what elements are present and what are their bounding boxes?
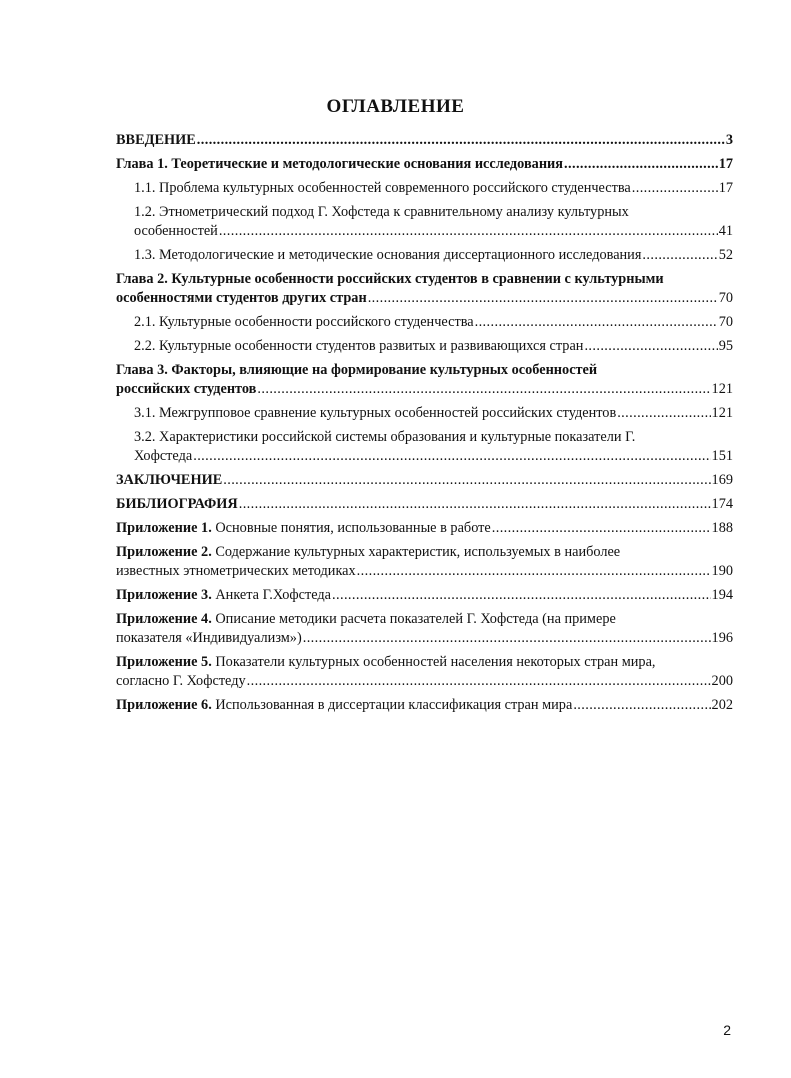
dot-leader bbox=[223, 471, 710, 490]
toc-appendix-prefix: Приложение 1. bbox=[116, 520, 212, 536]
dot-leader bbox=[197, 131, 725, 150]
toc-appendix-prefix: Приложение 6. bbox=[116, 697, 212, 713]
toc-entry-label-line2: показателя «Индивидуализм») bbox=[116, 630, 302, 646]
toc-entry-label-line1: 1.2. Этнометрический подход Г. Хофстеда к сравнительному анализу культурных bbox=[134, 204, 629, 220]
toc-page-number: 17 bbox=[718, 180, 733, 196]
toc-appendix-prefix: Приложение 4. bbox=[116, 611, 212, 627]
toc-page-number: 202 bbox=[711, 697, 733, 713]
toc-page-number: 196 bbox=[711, 630, 733, 646]
page-title: ОГЛАВЛЕНИЕ bbox=[326, 96, 465, 117]
toc-entry-label: 1.1. Проблема культурных особенностей современного российского студенчества bbox=[134, 180, 631, 196]
dot-leader bbox=[239, 495, 711, 514]
toc-entry-chapter-1[interactable] bbox=[116, 155, 733, 174]
toc-page-number: 190 bbox=[711, 563, 733, 579]
toc-page-number: 70 bbox=[718, 314, 733, 330]
toc-entry-label-line1: 3.2. Характеристики российской системы образования и культурные показатели Г. bbox=[134, 429, 636, 445]
dot-leader bbox=[564, 155, 718, 174]
toc-entry-section-3-2[interactable] bbox=[116, 428, 733, 466]
dot-leader bbox=[257, 380, 710, 399]
dot-leader bbox=[584, 337, 717, 356]
dot-leader bbox=[632, 179, 718, 198]
toc-page-number: 174 bbox=[711, 496, 733, 512]
toc-entry-label: БИБЛИОГРАФИЯ bbox=[116, 496, 238, 512]
dot-leader bbox=[492, 519, 711, 538]
toc-page-number: 188 bbox=[711, 520, 733, 536]
dot-leader bbox=[332, 586, 711, 605]
toc-entry-bibliography[interactable] bbox=[116, 495, 733, 514]
toc-entry-appendix-4[interactable] bbox=[116, 610, 733, 648]
toc-entry-appendix-2[interactable] bbox=[116, 543, 733, 581]
toc-entry-label: Анкета Г.Хофстеда bbox=[215, 587, 332, 603]
toc-entry-label: ВВЕДЕНИЕ bbox=[116, 132, 196, 148]
toc-page-number: 52 bbox=[718, 247, 733, 263]
dot-leader bbox=[617, 404, 710, 423]
toc-entry-section-1-3[interactable] bbox=[116, 246, 733, 265]
toc-entry-label-line1: Глава 3. Факторы, влияющие на формирование культурных особенностей bbox=[116, 362, 598, 378]
toc-entry-label-line2: согласно Г. Хофстеду bbox=[116, 673, 246, 689]
toc-appendix-prefix: Приложение 2. bbox=[116, 544, 212, 560]
dot-leader bbox=[247, 672, 711, 691]
toc-entry-label-line2: российских студентов bbox=[116, 381, 257, 397]
toc-entry-section-1-2[interactable] bbox=[116, 203, 733, 241]
toc-entry-introduction[interactable] bbox=[116, 131, 733, 150]
toc-entry-label: 3.1. Межгрупповое сравнение культурных особенностей российских студентов bbox=[134, 405, 617, 421]
toc-entry-label-line1: Содержание культурных характеристик, используемых в наиболее bbox=[215, 544, 621, 560]
dot-leader bbox=[573, 696, 710, 715]
toc-page-number: 3 bbox=[725, 132, 733, 148]
toc-entry-label: Использованная в диссертации классификация стран мира bbox=[215, 697, 573, 713]
toc-page-number: 121 bbox=[711, 405, 733, 421]
toc-entry-chapter-2[interactable] bbox=[116, 270, 733, 308]
dot-leader bbox=[368, 289, 718, 308]
toc-entry-section-2-1[interactable] bbox=[116, 313, 733, 332]
toc-entry-appendix-6[interactable] bbox=[116, 696, 733, 715]
toc-entry-chapter-3[interactable] bbox=[116, 361, 733, 399]
page-number: 2 bbox=[723, 1022, 731, 1038]
toc-entry-section-3-1[interactable] bbox=[116, 404, 733, 423]
dot-leader bbox=[642, 246, 717, 265]
toc-entry-label-line1: Показатели культурных особенностей населения некоторых стран мира, bbox=[215, 654, 656, 670]
toc-page-number: 169 bbox=[711, 472, 733, 488]
toc-entry-section-2-2[interactable] bbox=[116, 337, 733, 356]
toc-page-number: 70 bbox=[718, 290, 733, 306]
toc-page-number: 41 bbox=[718, 223, 733, 239]
toc-appendix-prefix: Приложение 3. bbox=[116, 587, 212, 603]
toc-page-number: 194 bbox=[711, 587, 733, 603]
toc-entry-label-line2: особенностей bbox=[134, 223, 218, 239]
toc-entry-label-line2: особенностями студентов других стран bbox=[116, 290, 367, 306]
dot-leader bbox=[193, 447, 710, 466]
toc-entry-conclusion[interactable] bbox=[116, 471, 733, 490]
toc-page-number: 151 bbox=[711, 448, 733, 464]
toc-entry-appendix-1[interactable] bbox=[116, 519, 733, 538]
toc-page-number: 200 bbox=[711, 673, 733, 689]
toc-entry-appendix-5[interactable] bbox=[116, 653, 733, 691]
toc-entry-label: Основные понятия, использованные в работе bbox=[215, 520, 491, 536]
toc-entry-section-1-1[interactable] bbox=[116, 179, 733, 198]
toc-page-number: 17 bbox=[718, 156, 733, 172]
toc-appendix-prefix: Приложение 5. bbox=[116, 654, 212, 670]
dot-leader bbox=[303, 629, 711, 648]
dot-leader bbox=[475, 313, 718, 332]
toc-entry-label-line1: Описание методики расчета показателей Г. Хофстеда (на примере bbox=[215, 611, 616, 627]
toc-entry-label: ЗАКЛЮЧЕНИЕ bbox=[116, 472, 223, 488]
toc-entry-label: 2.2. Культурные особенности студентов развитых и развивающихся стран bbox=[134, 338, 584, 354]
toc-entry-label-line2: Хофстеда bbox=[134, 448, 193, 464]
toc-entry-label: Глава 1. Теоретические и методологические основания исследования bbox=[116, 156, 564, 172]
toc-entry-appendix-3[interactable] bbox=[116, 586, 733, 605]
toc-entry-label: 1.3. Методологические и методические основания диссертационного исследования bbox=[134, 247, 642, 263]
table-of-contents bbox=[116, 131, 733, 720]
toc-entry-label-line2: известных этнометрических методиках bbox=[116, 563, 356, 579]
dot-leader bbox=[357, 562, 711, 581]
toc-entry-label: 2.1. Культурные особенности российского студенчества bbox=[134, 314, 474, 330]
dot-leader bbox=[219, 222, 718, 241]
toc-page-number: 95 bbox=[718, 338, 733, 354]
toc-entry-label-line1: Глава 2. Культурные особенности российских студентов в сравнении с культурными bbox=[116, 271, 664, 287]
toc-page-number: 121 bbox=[711, 381, 733, 397]
